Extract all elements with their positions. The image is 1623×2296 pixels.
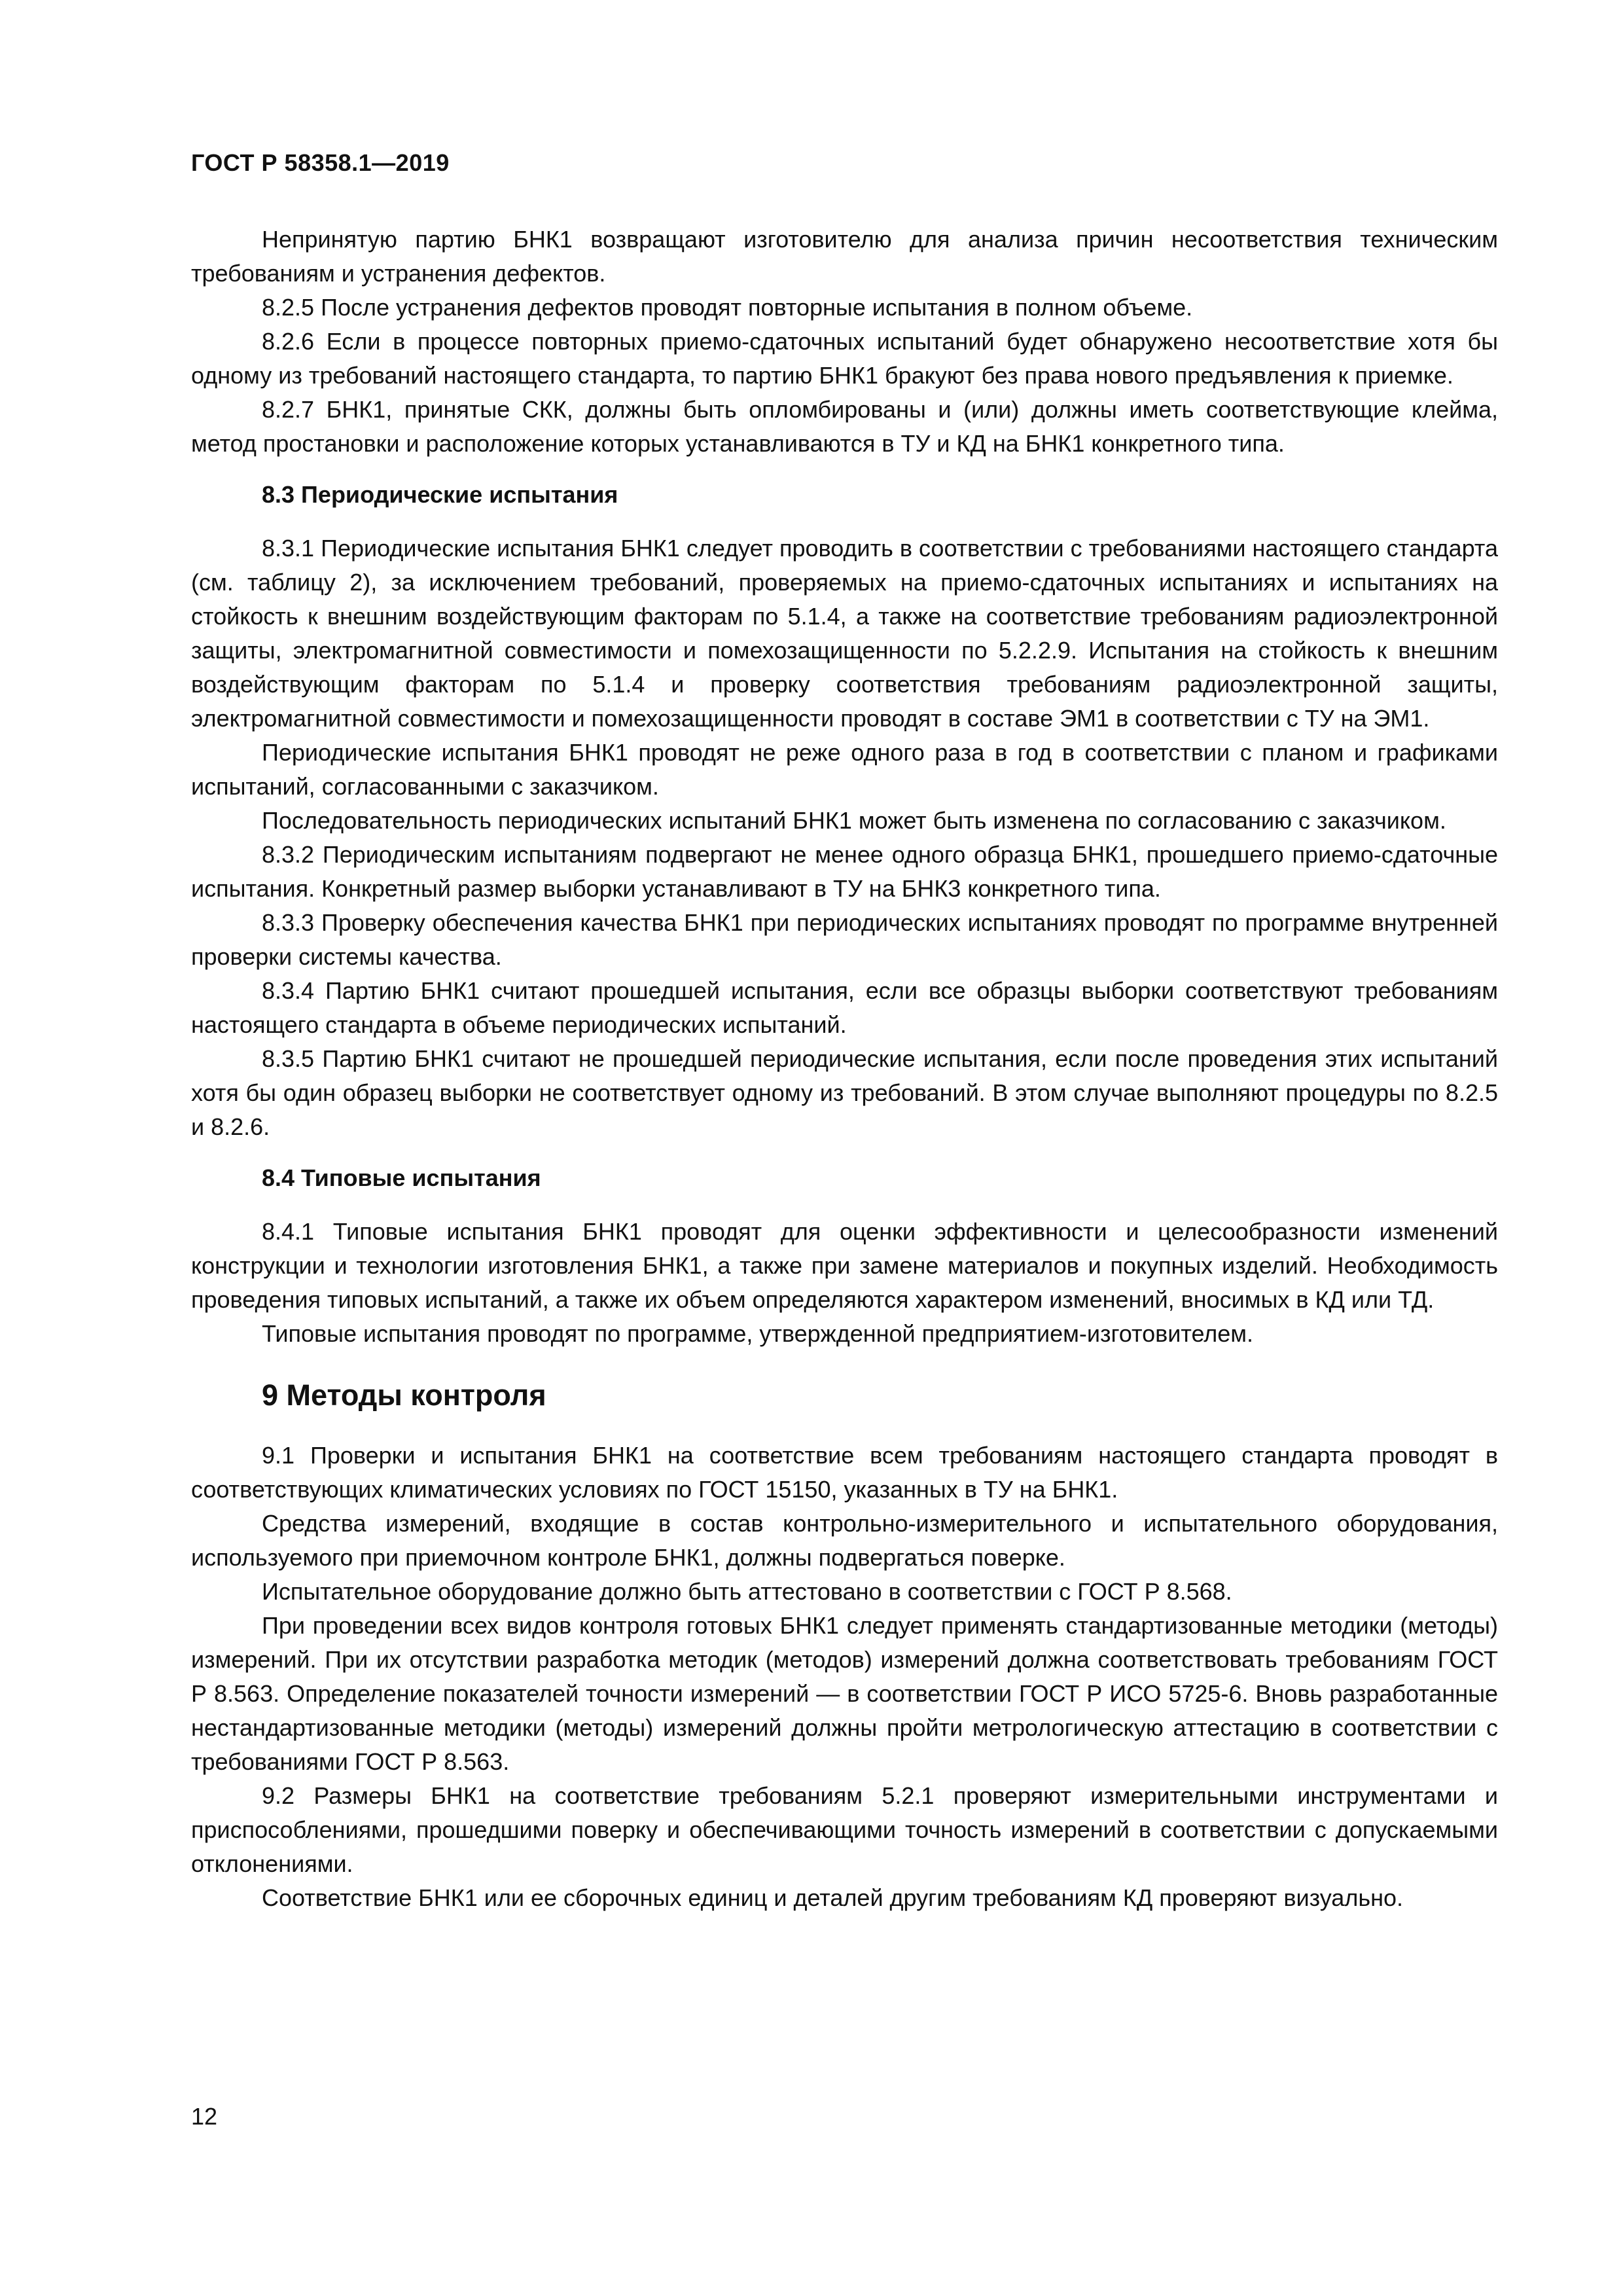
paragraph: Средства измерений, входящие в состав контрольно-измерительного и испытательного оборудования, используемого при приемочном контроле БНК1, должны подвергаться поверке. bbox=[191, 1510, 1498, 1571]
section-heading-8-4: 8.4 Типовые испытания bbox=[262, 1164, 541, 1191]
paragraph-8-3-4: 8.3.4 Партию БНК1 считают прошедшей испытания, если все образцы выборки соответствуют требованиям настоящего стандарта в объеме периодических испытаний. bbox=[191, 977, 1498, 1038]
paragraph: Периодические испытания БНК1 проводят не реже одного раза в год в соответствии с планом и графиками испытаний, согласованными с заказчиком. bbox=[191, 739, 1498, 800]
paragraph-8-2-7: 8.2.7 БНК1, принятые СКК, должны быть опломбированы и (или) должны иметь соответствующие клейма, метод простановки и расположение которых устанавливаются в ТУ и КД на БНК1 конкретного типа. bbox=[191, 396, 1498, 457]
paragraph: Непринятую партию БНК1 возвращают изготовителю для анализа причин несоответствия техническим требованиям и устранения дефектов. bbox=[191, 226, 1498, 287]
chapter-heading-9: 9 Методы контроля bbox=[262, 1378, 546, 1412]
paragraph-8-4-1: 8.4.1 Типовые испытания БНК1 проводят для оценки эффективности и целесообразности изменений конструкции и технологии изготовления БНК1, а также при замене материалов и покупных изделий. Необходимость проведения типовых испытаний, а также их объем определяются характером изменений, вносимых в КД или ТД. bbox=[191, 1218, 1498, 1313]
paragraph-9-2: 9.2 Размеры БНК1 на соответствие требованиям 5.2.1 проверяют измерительными инструментами и приспособлениями, прошедшими поверку и обеспечивающими точность измерений в соответствии с допускаемыми отклонениями. bbox=[191, 1782, 1498, 1877]
paragraph-8-3-1: 8.3.1 Периодические испытания БНК1 следует проводить в соответствии с требованиями настоящего стандарта (см. таблицу 2), за исключением требований, проверяемых на приемо-сдаточных испытаниях и испытаниях на стойкость к внешним воздействующим факторам по 5.1.4, а также на соответствие требованиям радиоэлектронной защиты, электромагнитной совместимости и помехозащищенности по 5.2.2.9. Испытания на стойкость к внешним воздействующим факторам по 5.1.4 и проверку соответствия требованиям радиоэлектронной защиты, электромагнитной совместимости и помехозащищенности проводят в составе ЭМ1 в соответствии с ТУ на ЭМ1. bbox=[191, 535, 1498, 732]
page-number: 12 bbox=[191, 2103, 218, 2130]
paragraph: При проведении всех видов контроля готовых БНК1 следует применять стандартизованные методики (методы) измерений. При их отсутствии разработка методик (методов) измерений должна соответствовать требованиям ГОСТ Р 8.563. Определение показателей точности измерений — в соответствии ГОСТ Р ИСО 5725-6. Вновь разработанные нестандартизованные методики (методы) измерений должны пройти метрологическую аттестацию в соответствии с требованиями ГОСТ Р 8.563. bbox=[191, 1612, 1498, 1775]
document-body bbox=[191, 223, 1498, 1915]
paragraph-8-3-2: 8.3.2 Периодическим испытаниям подвергают не менее одного образца БНК1, прошедшего приемо-сдаточные испытания. Конкретный размер выборки устанавливают в ТУ на БНК3 конкретного типа. bbox=[191, 841, 1498, 902]
paragraph: Соответствие БНК1 или ее сборочных единиц и деталей другим требованиям КД проверяют визуально. bbox=[262, 1884, 1403, 1911]
paragraph: Испытательное оборудование должно быть аттестовано в соответствии с ГОСТ Р 8.568. bbox=[262, 1578, 1232, 1605]
paragraph-8-2-5: 8.2.5 После устранения дефектов проводят повторные испытания в полном объеме. bbox=[262, 294, 1193, 321]
standard-header: ГОСТ Р 58358.1—2019 bbox=[191, 149, 450, 176]
paragraph: Типовые испытания проводят по программе, утвержденной предприятием-изготовителем. bbox=[262, 1320, 1254, 1347]
section-heading-8-3: 8.3 Периодические испытания bbox=[262, 481, 618, 508]
paragraph-8-3-5: 8.3.5 Партию БНК1 считают не прошедшей периодические испытания, если после проведения этих испытаний хотя бы один образец выборки не соответствует одному из требований. В этом случае выполняют процедуры по 8.2.5 и 8.2.6. bbox=[191, 1045, 1498, 1140]
paragraph-8-2-6: 8.2.6 Если в процессе повторных приемо-сдаточных испытаний будет обнаружено несоответствие хотя бы одному из требований настоящего стандарта, то партию БНК1 бракуют без права нового предъявления к приемке. bbox=[191, 328, 1498, 389]
paragraph: Последовательность периодических испытаний БНК1 может быть изменена по согласованию с заказчиком. bbox=[262, 807, 1446, 834]
paragraph-9-1: 9.1 Проверки и испытания БНК1 на соответствие всем требованиям настоящего стандарта проводят в соответствующих климатических условиях по ГОСТ 15150, указанных в ТУ на БНК1. bbox=[191, 1442, 1498, 1503]
paragraph-8-3-3: 8.3.3 Проверку обеспечения качества БНК1 при периодических испытаниях проводят по программе внутренней проверки системы качества. bbox=[191, 909, 1498, 970]
